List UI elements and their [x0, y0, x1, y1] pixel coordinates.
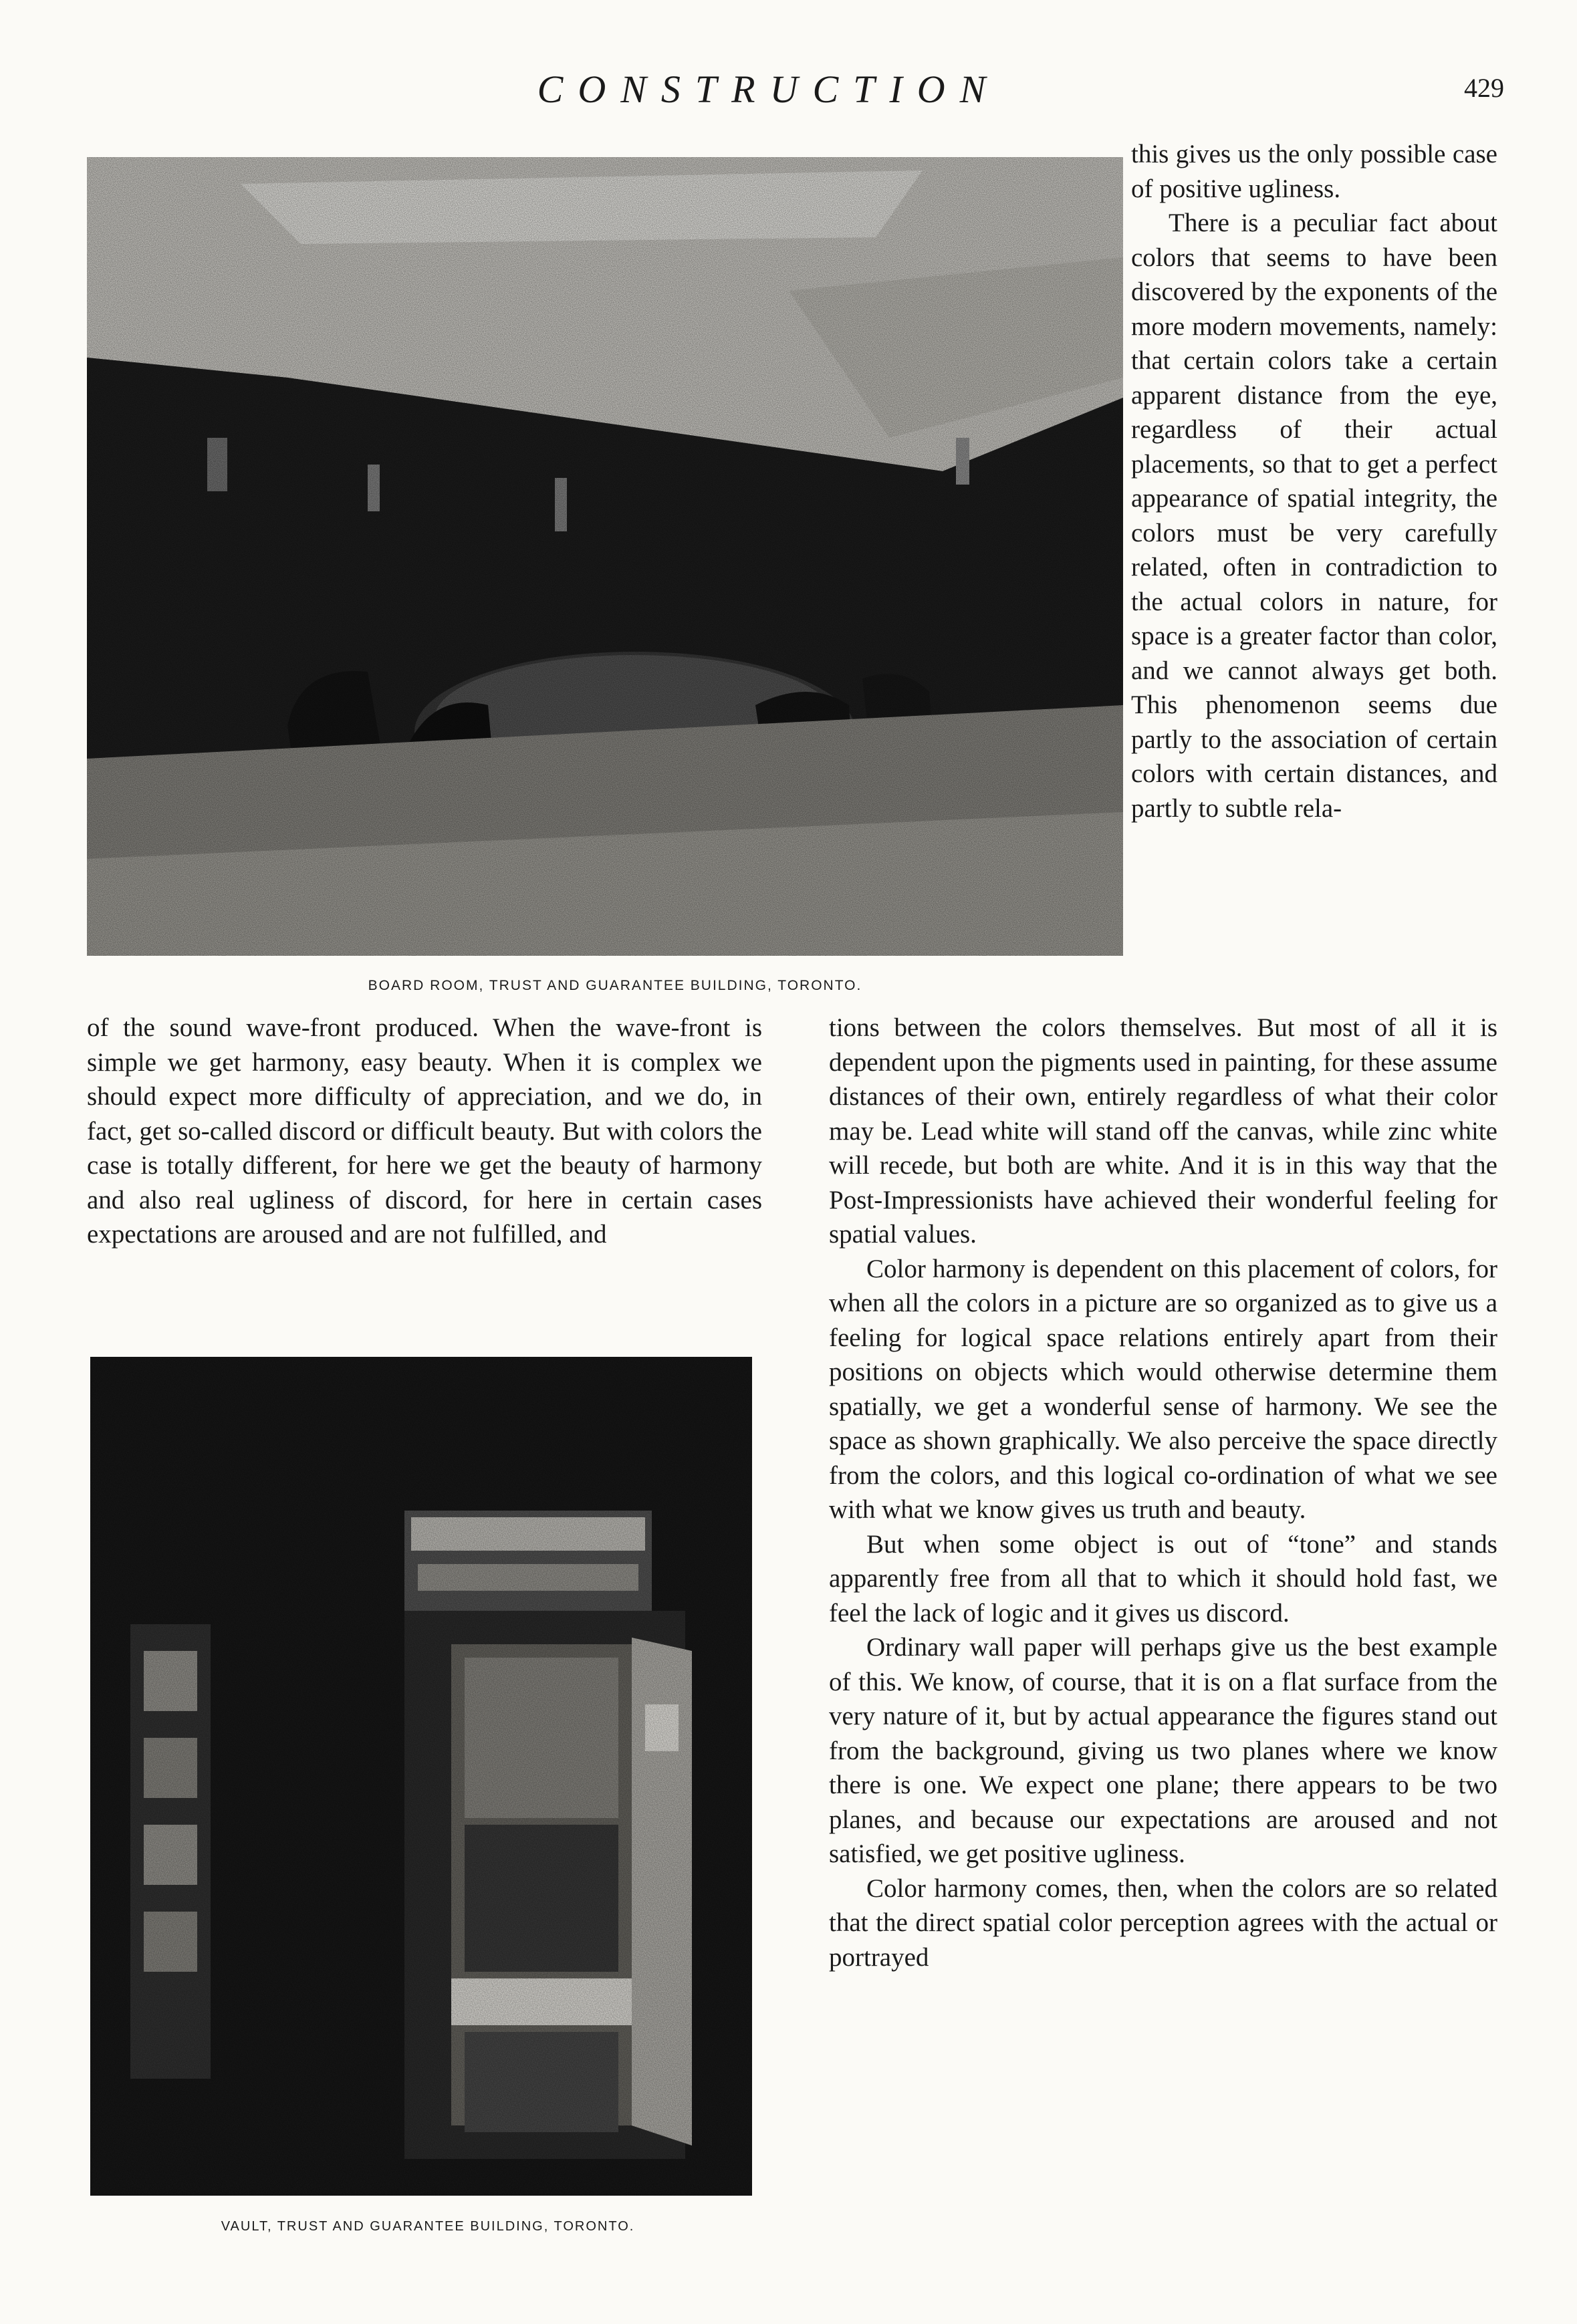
paragraph: There is a peculiar fact about colors that seems to have been discovered by the exponents of the more modern movements, namely: that certain colors take a certain apparent distance from the eye, regardless of their actual placements, so that to get a perfect appearance of spatial integrity, the colors must be very carefully related, often in contradiction to the actual colors in nature, for space is a greater factor than color, and we cannot always get both. This phenomenon seems due partly to the association of certain colors with certain distances, and partly to subtle rela-	[1131, 209, 1497, 823]
paragraph: Ordinary wall paper will perhaps give us the best example of this. We know, of course, that it is on a flat surface from the very nature of it, but by actual appearance the figures stand out from the background, giving us two planes where we know there is one. We expect one plane; there appears to be two planes, and because our expectations are aroused and not satisfied, we get positive ugliness.	[829, 1633, 1497, 1868]
board-room-caption: BOARD ROOM, TRUST AND GUARANTEE BUILDING, TORONTO.	[368, 978, 862, 993]
paragraph: Color harmony is dependent on this placement of colors, for when all the colors in a picture are so organized as to give us a feeling for logical space relations entirely apart from their positions on objects which would otherwise determine them spatially, we get a wonderful sense of harmony. We see the space as shown graphically. We also perceive the space directly from the colors, and this logical co-ordination of what we see with what we know gives us truth and beauty.	[829, 1254, 1497, 1524]
right-column-bottom-text	[829, 1011, 1497, 1974]
board-room-photo	[87, 157, 1123, 956]
page-number: 429	[1464, 73, 1504, 103]
right-column-top-text	[1131, 137, 1497, 825]
paragraph: of the sound wave-front produced. When the wave-front is simple we get harmony, easy beauty. When it is complex we should expect more difficulty of appreciation, and we do, in fact, get so-called discord or difficult beauty. But with colors the case is totally different, for here we get the beauty of harmony and also real ugliness of discord, for here in certain cases expectations are aroused and are not fulfilled, and	[87, 1013, 762, 1249]
paragraph: Color harmony comes, then, when the colors are so related that the direct spatial color perception agrees with the actual or portrayed	[829, 1874, 1497, 1972]
vault-caption: VAULT, TRUST AND GUARANTEE BUILDING, TORONTO.	[221, 2219, 635, 2234]
paragraph: tions between the colors themselves. But most of all it is dependent upon the pigments used in painting, for these assume distances of their own, entirely regardless of what their color may be. Lead white will stand off the canvas, while zinc white will recede, but both are white. And it is in this way that the Post-Impressionists have achieved their wonderful feeling for spatial values.	[829, 1013, 1497, 1249]
paragraph: this gives us the only possible case of positive ugliness.	[1131, 140, 1497, 203]
paragraph: But when some object is out of “tone” and stands apparently free from all that to which it should hold fast, we feel the lack of logic and it gives us discord.	[829, 1529, 1497, 1628]
running-head: CONSTRUCTION	[537, 68, 1001, 111]
vault-photo	[90, 1357, 752, 2196]
left-column-text	[87, 1011, 762, 1252]
